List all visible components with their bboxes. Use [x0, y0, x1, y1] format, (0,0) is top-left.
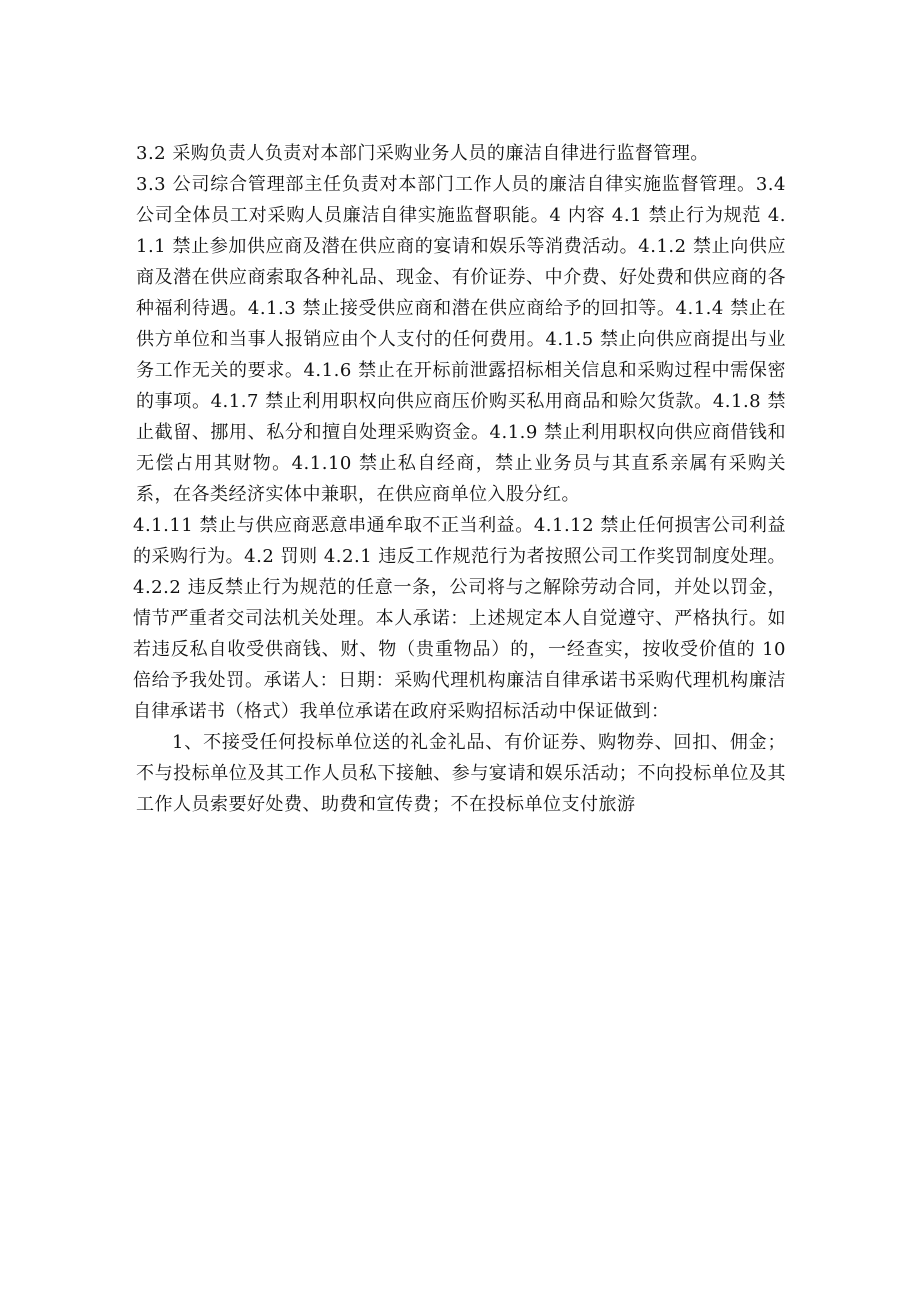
paragraph-4-1-11-penalties-pledge: 4.1.11 禁止与供应商恶意串通牟取不正当利益。4.1.12 禁止任何损害公司利益的采购行为。4.2 罚则 4.2.1 违反工作规范行为者按照公司工作奖罚制度处理。4.2.2 违反禁止行为规范的任意一条，公司将与之解除劳动合同，并处以罚金，情节严重者交司法机关处理。本人承诺：上述规定本人自觉遵守、严格执行。如若违反私自收受供商钱、财、物（贵重物品）的，一经查实，按收受价值的 10 倍给予我处罚。承诺人：日期：采购代理机构廉洁自律承诺书采购代理机构廉洁自律承诺书（格式）我单位承诺在政府采购招标活动中保证做到： [133, 515, 786, 722]
paragraph-pledge-item-1: 1、不接受任何投标单位送的礼金礼品、有价证券、购物券、回扣、佣金；不与投标单位及其工作人员私下接触、参与宴请和娱乐活动；不向投标单位及其工作人员索要好处费、助费和宣传费；不在投标单位支付旅游 [136, 732, 786, 815]
paragraph-3-2: 3.2 采购负责人负责对本部门采购业务人员的廉洁自律进行监督管理。 [136, 143, 709, 164]
document-body [133, 138, 786, 820]
paragraph-3-3-prohibitions: 3.3 公司综合管理部主任负责对本部门工作人员的廉洁自律实施监督管理。3.4 公司全体员工对采购人员廉洁自律实施监督职能。4 内容 4.1 禁止行为规范 4.1.1 禁止参加供应商及潜在供应商的宴请和娱乐等消费活动。4.1.2 禁止向供应商及潜在供应商索取各种礼品、现金、有价证券、中介费、好处费和供应商的各种福利待遇。4.1.3 禁止接受供应商和潜在供应商给予的回扣等。4.1.4 禁止在供方单位和当事人报销应由个人支付的任何费用。4.1.5 禁止向供应商提出与业务工作无关的要求。4.1.6 禁止在开标前泄露招标相关信息和采购过程中需保密的事项。4.1.7 禁止利用职权向供应商压价购买私用商品和赊欠货款。4.1.8 禁止截留、挪用、私分和擅自处理采购资金。4.1.9 禁止利用职权向供应商借钱和无偿占用其财物。4.1.10 禁止私自经商，禁止业务员与其直系亲属有采购关系，在各类经济实体中兼职，在供应商单位入股分红。 [136, 174, 786, 505]
